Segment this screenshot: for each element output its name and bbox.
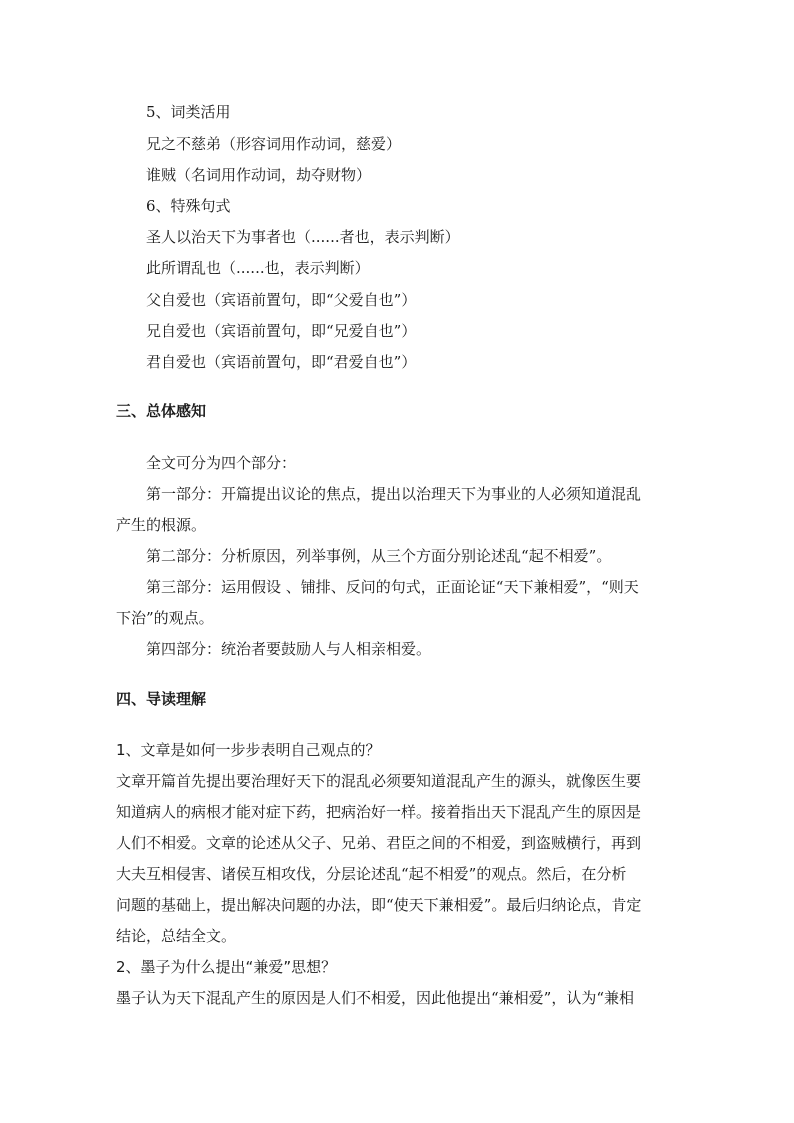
section-title-special-sentences: 6、特殊句式 bbox=[146, 197, 231, 215]
paragraph-part4: 第四部分：统治者要鼓励人与人相亲相爱。 bbox=[146, 640, 432, 658]
question-1: 1、文章是如何一步步表明自己观点的？ bbox=[116, 741, 381, 759]
section-title-word-class: 5、词类活用 bbox=[146, 103, 231, 121]
heading-guided-reading: 四、导读理解 bbox=[116, 690, 207, 708]
heading-overall-perception: 三、总体感知 bbox=[116, 402, 207, 420]
answer-1-line: 大夫互相侵害、诸侯互相攻伐，分层论述乱“起不相爱”的观点。然后，在分析 bbox=[116, 865, 627, 883]
list-item: 谁贼（名词用作动词，劫夺财物） bbox=[146, 166, 372, 184]
list-item: 圣人以治天下为事者也（......者也，表示判断） bbox=[146, 228, 460, 246]
paragraph-part1: 第一部分：开篇提出议论的焦点，提出以治理天下为事业的人必须知道混乱 bbox=[146, 485, 642, 503]
paragraph-part1-cont: 产生的根源。 bbox=[116, 516, 207, 534]
list-item: 此所谓乱也（......也，表示判断） bbox=[146, 259, 370, 277]
answer-2-line: 墨子认为天下混乱产生的原因是人们不相爱，因此他提出“兼相爱”，认为“兼相 bbox=[116, 989, 635, 1007]
paragraph-part3: 第三部分：运用假设 、铺排、反问的句式，正面论证“天下兼相爱”，“则天 bbox=[146, 578, 639, 596]
answer-1-line: 人们不相爱。文章的论述从父子、兄弟、君臣之间的不相爱，到盗贼横行，再到 bbox=[116, 834, 642, 852]
answer-1-line: 知道病人的病根才能对症下药，把病治好一样。接着指出天下混乱产生的原因是 bbox=[116, 803, 642, 821]
list-item: 父自爱也（宾语前置句，即“父爱自也”） bbox=[146, 291, 417, 309]
list-item: 君自爱也（宾语前置句，即“君爱自也”） bbox=[146, 353, 417, 371]
list-item: 兄之不慈弟（形容词用作动词，慈爱） bbox=[146, 135, 402, 153]
answer-1-line: 问题的基础上，提出解决问题的办法，即“使天下兼相爱”。最后归纳论点，肯定 bbox=[116, 896, 642, 914]
question-2: 2、墨子为什么提出“兼爱”思想？ bbox=[116, 958, 337, 976]
paragraph-part3-cont: 下治”的观点。 bbox=[116, 609, 214, 627]
answer-1-line: 文章开篇首先提出要治理好天下的混乱必须要知道混乱产生的源头，就像医生要 bbox=[116, 772, 642, 790]
answer-1-line: 结论，总结全文。 bbox=[116, 927, 237, 945]
paragraph-part2: 第二部分：分析原因，列举事例，从三个方面分别论述乱“起不相爱”。 bbox=[146, 547, 612, 565]
paragraph-intro: 全文可分为四个部分： bbox=[146, 454, 297, 472]
list-item: 兄自爱也（宾语前置句，即“兄爱自也”） bbox=[146, 322, 417, 340]
